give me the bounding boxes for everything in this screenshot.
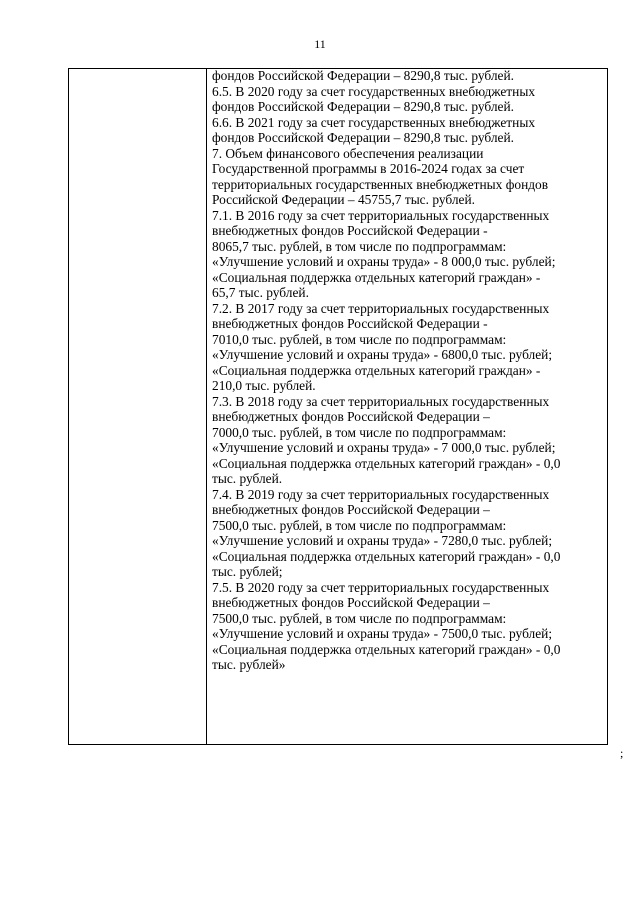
text-line: «Социальная поддержка отдельных категорий граждан» - 0,0: [212, 641, 561, 657]
document-table: [68, 68, 608, 745]
text-line: тыс. рублей»: [212, 657, 286, 672]
text-line: 7.5. В 2020 году за счет территориальных государственных: [212, 579, 550, 595]
text-line: «Социальная поддержка отдельных категорий граждан» - 0,0: [212, 455, 561, 471]
table-column-divider: [206, 69, 207, 744]
table-cell-left: [69, 69, 206, 744]
text-line: фондов Российской Федерации – 8290,8 тыс. рублей.: [212, 130, 515, 145]
text-line: 7.2. В 2017 году за счет территориальных государственных: [212, 300, 550, 316]
page-number: 11: [314, 37, 326, 51]
text-line: «Социальная поддержка отдельных категорий граждан» -: [212, 269, 541, 285]
text-line: внебюджетных фондов Российской Федерации –: [212, 595, 490, 610]
table-cell-right: [212, 68, 604, 673]
text-line: 65,7 тыс. рублей.: [212, 285, 309, 300]
text-line: 7.3. В 2018 году за счет территориальных государственных: [212, 393, 550, 409]
text-line: «Социальная поддержка отдельных категорий граждан» -: [212, 362, 541, 378]
text-line: фондов Российской Федерации – 8290,8 тыс. рублей.: [212, 99, 515, 114]
text-line: внебюджетных фондов Российской Федерации –: [212, 409, 490, 424]
text-line: тыс. рублей;: [212, 564, 283, 579]
text-line: 7.4. В 2019 году за счет территориальных государственных: [212, 486, 550, 502]
text-line: Государственной программы в 2016-2024 годах за счет: [212, 161, 525, 176]
text-line: 7. Объем финансового обеспечения реализации: [212, 145, 484, 161]
text-line: территориальных государственных внебюджетных фондов: [212, 176, 549, 192]
trailing-semicolon: ;: [620, 746, 624, 760]
text-line: 7.1. В 2016 году за счет территориальных государственных: [212, 207, 550, 223]
text-line: внебюджетных фондов Российской Федерации -: [212, 223, 488, 238]
text-line: 7010,0 тыс. рублей, в том числе по подпрограммам:: [212, 331, 507, 347]
text-line: «Улучшение условий и охраны труда» - 7280,0 тыс. рублей;: [212, 533, 553, 548]
text-line: «Улучшение условий и охраны труда» - 6800,0 тыс. рублей;: [212, 347, 553, 362]
text-line: 8065,7 тыс. рублей, в том числе по подпрограммам:: [212, 238, 507, 254]
text-line: «Улучшение условий и охраны труда» - 8 000,0 тыс. рублей;: [212, 254, 556, 269]
text-line: Российской Федерации – 45755,7 тыс. рублей.: [212, 192, 475, 207]
text-line: «Улучшение условий и охраны труда» - 7500,0 тыс. рублей;: [212, 626, 553, 641]
text-line: фондов Российской Федерации – 8290,8 тыс. рублей.: [212, 68, 515, 83]
text-line: «Социальная поддержка отдельных категорий граждан» - 0,0: [212, 548, 561, 564]
text-line: 210,0 тыс. рублей.: [212, 378, 316, 393]
text-line: внебюджетных фондов Российской Федерации –: [212, 502, 490, 517]
text-line: «Улучшение условий и охраны труда» - 7 000,0 тыс. рублей;: [212, 440, 556, 455]
text-line: 7000,0 тыс. рублей, в том числе по подпрограммам:: [212, 424, 507, 440]
text-line: 6.6. В 2021 году за счет государственных внебюджетных: [212, 114, 536, 130]
text-line: внебюджетных фондов Российской Федерации -: [212, 316, 488, 331]
text-line: тыс. рублей.: [212, 471, 283, 486]
text-line: 7500,0 тыс. рублей, в том числе по подпрограммам:: [212, 610, 507, 626]
text-line: 6.5. В 2020 году за счет государственных внебюджетных: [212, 83, 536, 99]
text-line: 7500,0 тыс. рублей, в том числе по подпрограммам:: [212, 517, 507, 533]
